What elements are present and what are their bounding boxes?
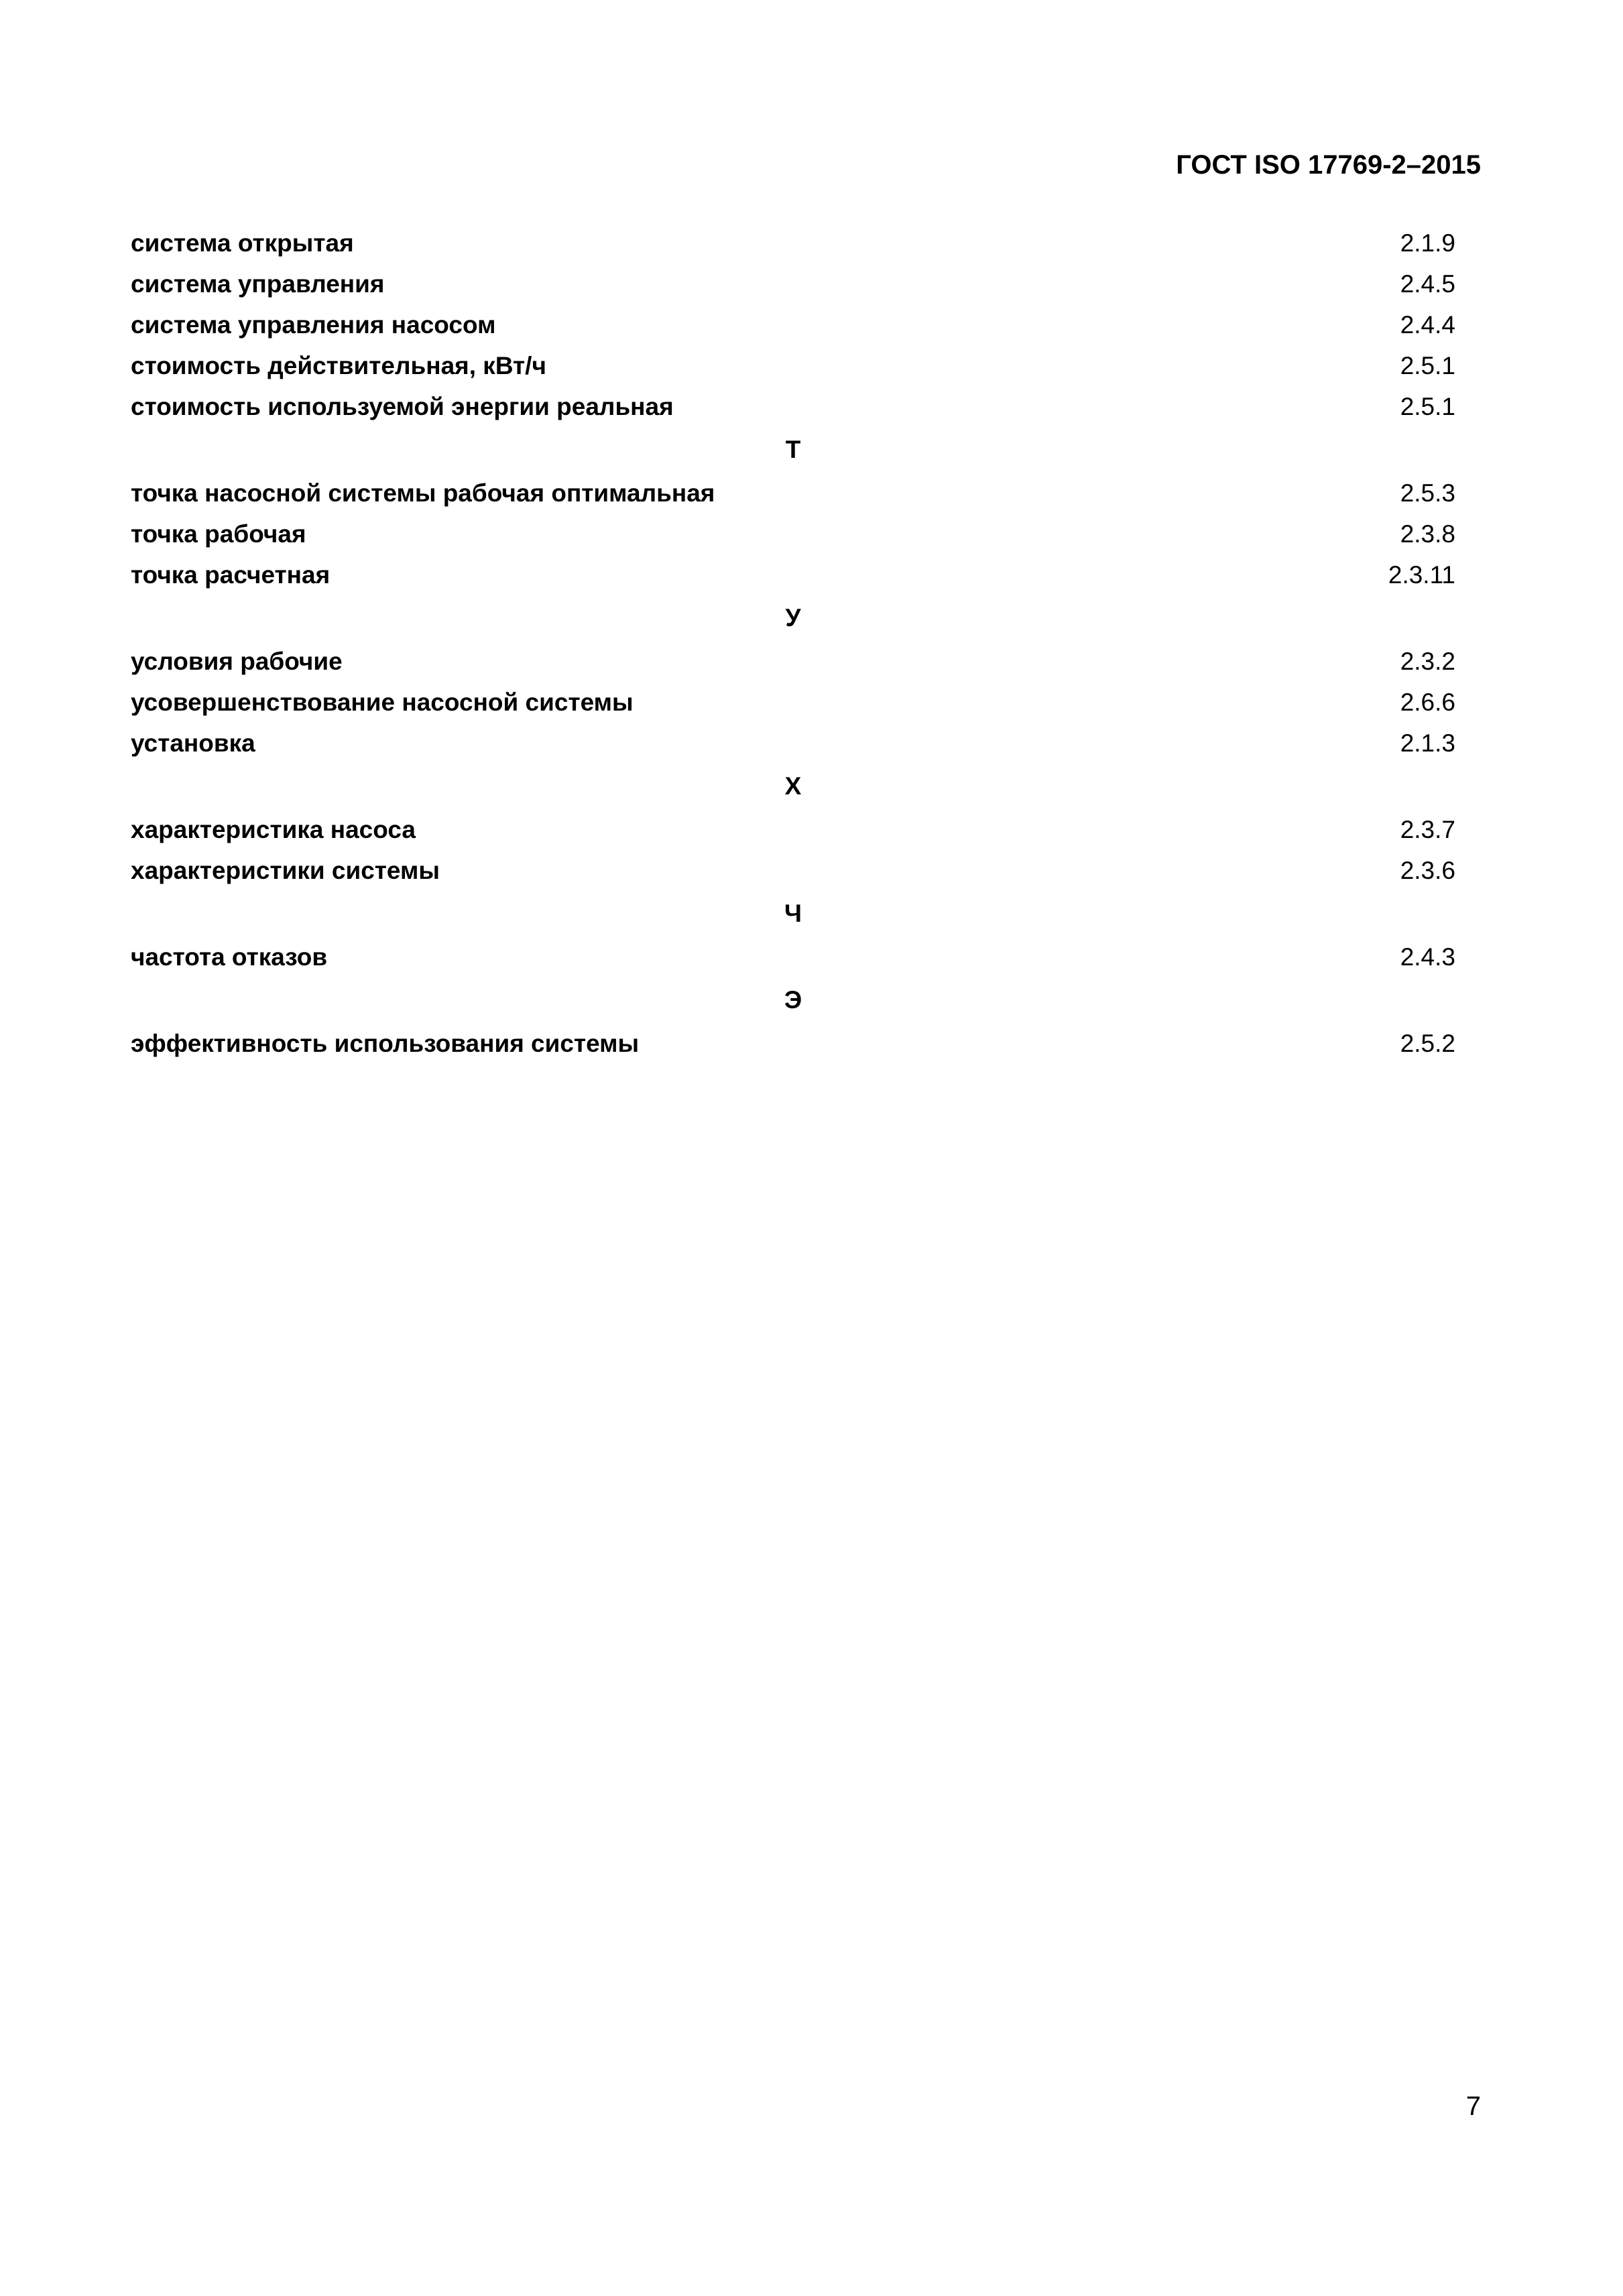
index-term: стоимость используемой энергии реальная	[131, 393, 674, 420]
index-term: установка	[131, 729, 255, 757]
index-term: система открытая	[131, 229, 354, 257]
index-term: характеристика насоса	[131, 816, 416, 843]
index-ref: 2.4.5	[1400, 270, 1455, 298]
index-ref: 2.6.6	[1400, 688, 1455, 716]
index-entry	[131, 386, 1455, 427]
index-entry	[131, 682, 1455, 723]
page-number: 7	[1465, 2092, 1481, 2121]
index-letter-heading: Ч	[784, 900, 802, 927]
index-term: условия рабочие	[131, 648, 343, 675]
alphabetical-index	[131, 223, 1455, 1064]
index-entry	[131, 936, 1455, 977]
index-entry	[131, 723, 1455, 764]
index-entry	[131, 263, 1455, 304]
index-entry	[131, 513, 1455, 554]
index-ref: 2.3.11	[1388, 561, 1455, 589]
index-ref: 2.5.1	[1400, 393, 1455, 420]
index-letter-heading: Х	[784, 772, 802, 800]
index-entry	[131, 641, 1455, 682]
index-term: характеристики системы	[131, 857, 440, 884]
index-entry	[131, 850, 1455, 891]
index-term: частота отказов	[131, 943, 328, 971]
index-entry	[131, 1023, 1455, 1064]
index-entry	[131, 809, 1455, 850]
index-entry	[131, 554, 1455, 595]
index-term: эффективность использования системы	[131, 1030, 640, 1057]
index-ref: 2.5.3	[1400, 479, 1455, 507]
index-term: точка расчетная	[131, 561, 330, 589]
index-ref: 2.5.2	[1400, 1030, 1455, 1057]
index-letter-heading: Т	[785, 436, 801, 463]
index-ref: 2.3.2	[1400, 648, 1455, 675]
index-ref: 2.4.3	[1400, 943, 1455, 971]
document-id-header: ГОСТ ISO 17769-2–2015	[1176, 150, 1481, 180]
index-ref: 2.3.7	[1400, 816, 1455, 843]
index-ref: 2.3.8	[1400, 520, 1455, 548]
index-ref: 2.1.3	[1400, 729, 1455, 757]
index-term: точка рабочая	[131, 520, 306, 548]
index-letter-heading: У	[785, 604, 801, 631]
index-ref: 2.3.6	[1400, 857, 1455, 884]
index-ref: 2.1.9	[1400, 229, 1455, 257]
index-term: точка насосной системы рабочая оптимальная	[131, 479, 715, 507]
index-entry	[131, 223, 1455, 263]
index-term: система управления	[131, 270, 385, 298]
index-entry	[131, 345, 1455, 386]
index-letter-heading: Э	[784, 986, 802, 1014]
index-ref: 2.4.4	[1400, 311, 1455, 339]
index-term: стоимость действительная, кВт/ч	[131, 352, 546, 379]
index-entry	[131, 304, 1455, 345]
index-ref: 2.5.1	[1400, 352, 1455, 379]
index-term: усовершенствование насосной системы	[131, 688, 634, 716]
index-entry	[131, 473, 1455, 513]
index-term: система управления насосом	[131, 311, 496, 339]
